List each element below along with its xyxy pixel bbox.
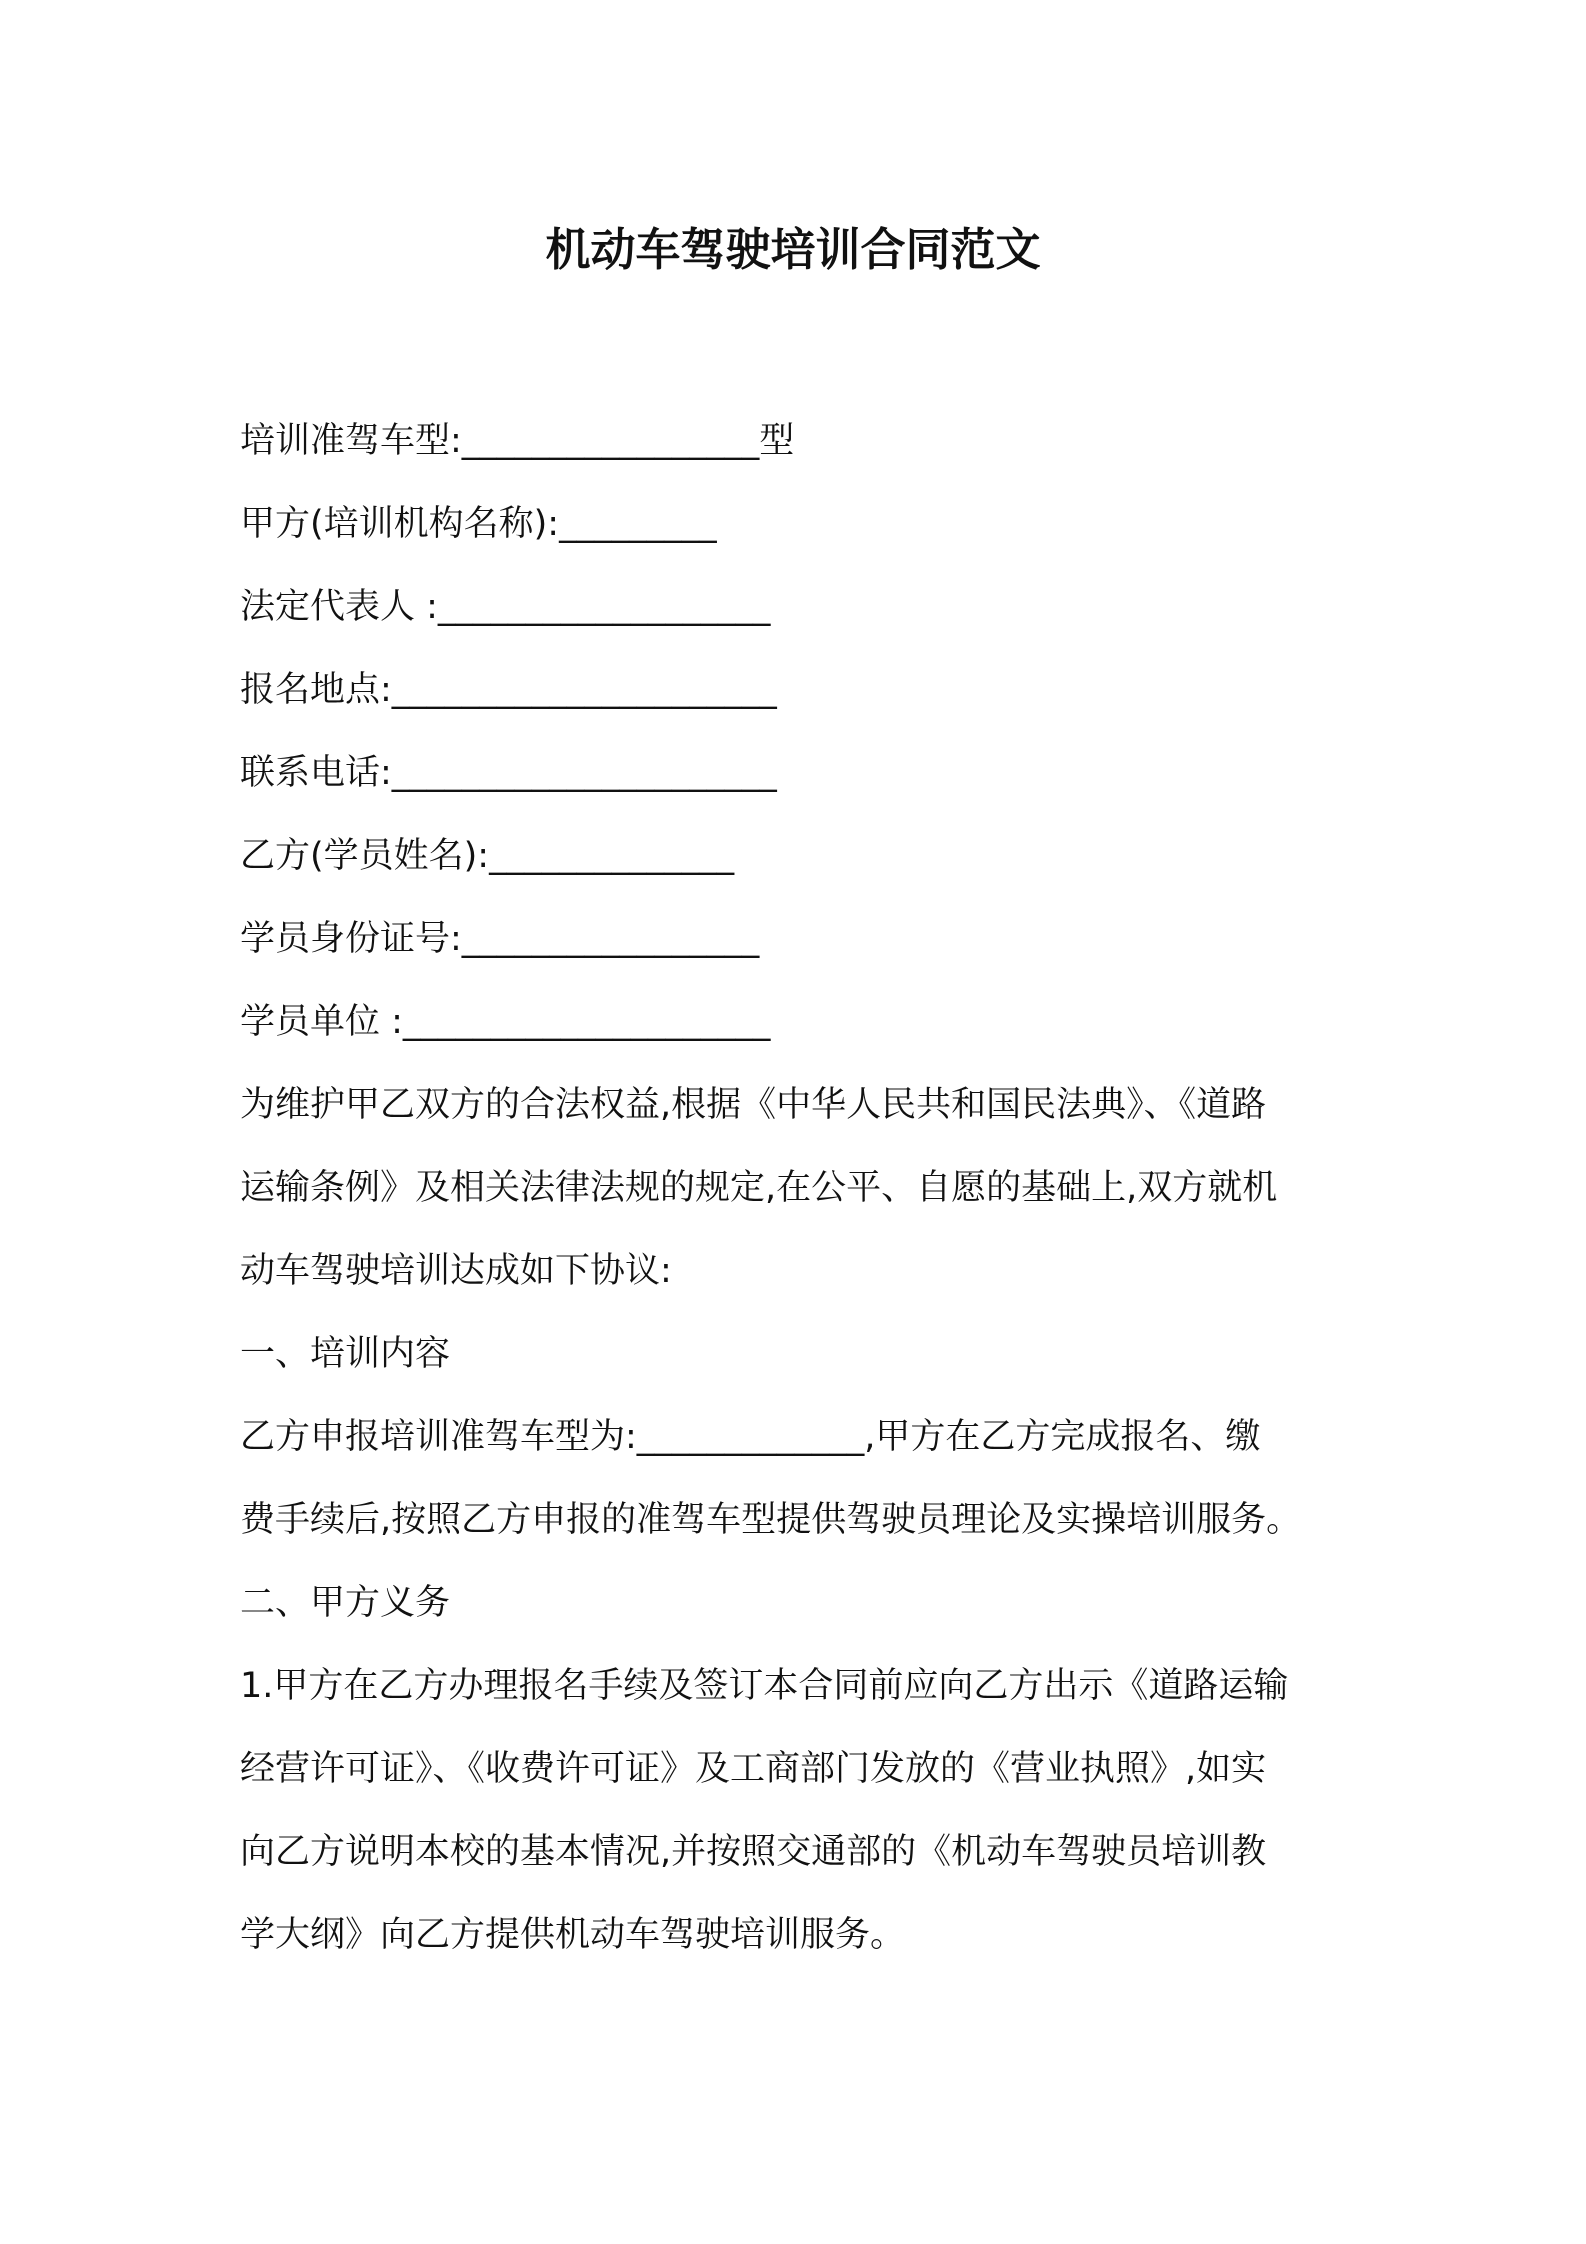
field-party-a-name: 甲方(培训机构名称):_________ <box>240 504 717 544</box>
paragraph-line: 动车驾驶培训达成如下协议: <box>240 1251 672 1291</box>
paragraph-line: 经营许可证》、《收费许可证》及工商部门发放的《营业执照》,如实 <box>240 1749 1267 1789</box>
paragraph-line: 向乙方说明本校的基本情况,并按照交通部的《机动车驾驶员培训教 <box>240 1832 1267 1872</box>
field-contact-phone: 联系电话:______________________ <box>240 753 777 793</box>
paragraph-line: 1.甲方在乙方办理报名手续及签订本合同前应向乙方出示《道路运输 <box>240 1666 1289 1706</box>
field-registration-location: 报名地点:______________________ <box>240 670 777 710</box>
paragraph-line: 运输条例》及相关法律法规的规定,在公平、自愿的基础上,双方就机 <box>240 1168 1278 1208</box>
section-heading: 一、培训内容 <box>240 1334 451 1374</box>
field-legal-representative: 法定代表人 :___________________ <box>240 587 771 627</box>
paragraph-line: 费手续后,按照乙方申报的准驾车型提供驾驶员理论及实操培训服务。 <box>240 1500 1302 1540</box>
document-body <box>240 400 1370 1977</box>
field-vehicle-type: 培训准驾车型:_________________型 <box>240 421 795 461</box>
paragraph-line: 乙方申报培训准驾车型为:_____________,甲方在乙方完成报名、缴 <box>240 1417 1261 1457</box>
document-title: 机动车驾驶培训合同范文 <box>545 223 1041 276</box>
field-student-id: 学员身份证号:_________________ <box>240 919 760 959</box>
paragraph-line: 为维护甲乙双方的合法权益,根据《中华人民共和国民法典》、《道路 <box>240 1085 1267 1125</box>
field-student-employer: 学员单位 :_____________________ <box>240 1002 771 1042</box>
section-heading: 二、甲方义务 <box>240 1583 451 1623</box>
field-party-b-name: 乙方(学员姓名):______________ <box>240 836 735 876</box>
paragraph-line: 学大纲》向乙方提供机动车驾驶培训服务。 <box>240 1915 906 1955</box>
